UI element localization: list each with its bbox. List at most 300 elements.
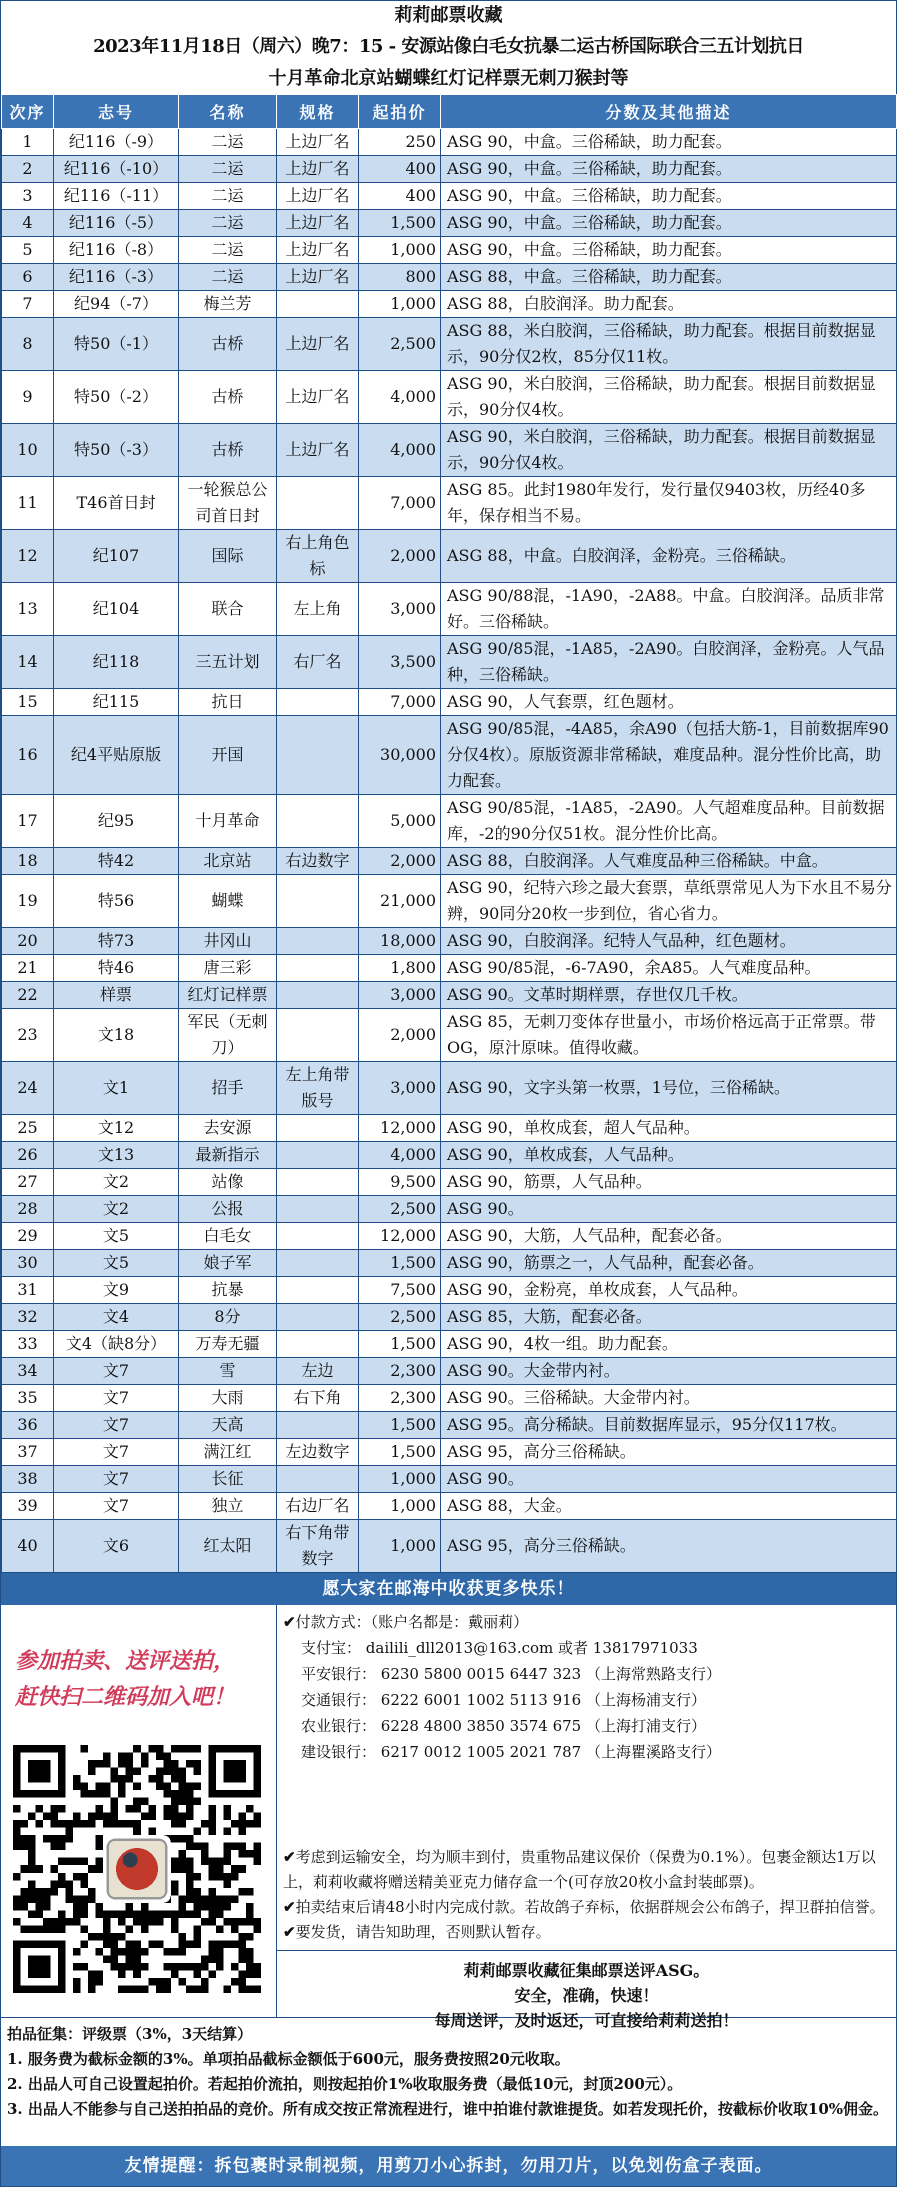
table-row: [2, 636, 897, 689]
cell-spec: [277, 1142, 359, 1169]
bank-label: 交通银行：: [301, 1691, 377, 1709]
cell-spec: 右下角带数字: [277, 1520, 359, 1573]
table-row: [2, 583, 897, 636]
cell-code: 纪95: [54, 795, 179, 848]
cell-price: 800: [359, 264, 441, 291]
cell-code: 纪116（-9）: [54, 129, 179, 156]
cell-desc: ASG 90，中盒。三俗稀缺，助力配套。: [441, 129, 897, 156]
page-subtitle-2: 十月革命北京站蝴蝶红灯记样票无刺刀猴封等: [268, 68, 629, 89]
cell-price: 1,500: [359, 210, 441, 237]
cell-code: 文13: [54, 1142, 179, 1169]
cell-spec: 上边厂名: [277, 424, 359, 477]
cell-desc: ASG 88，白胶润泽。助力配套。: [441, 291, 897, 318]
alipay-value: dailili_dll2013@163.com 或者 13817971033: [365, 1639, 698, 1657]
cell-no: 37: [2, 1439, 54, 1466]
cell-code: 文7: [54, 1412, 179, 1439]
table-row: [2, 1331, 897, 1358]
cell-no: 12: [2, 530, 54, 583]
cell-name: 公报: [179, 1196, 277, 1223]
cell-no: 17: [2, 795, 54, 848]
cell-name: 抗暴: [179, 1277, 277, 1304]
bank-number: 6228 4800 3850 3574 675: [380, 1717, 582, 1735]
cell-no: 5: [2, 237, 54, 264]
cell-code: 文2: [54, 1196, 179, 1223]
cell-spec: 右上角色标: [277, 530, 359, 583]
cell-no: 19: [2, 875, 54, 928]
column-header-spec: 规格: [277, 95, 359, 129]
cell-code: 文7: [54, 1493, 179, 1520]
cell-desc: ASG 90，中盒。三俗稀缺，助力配套。: [441, 156, 897, 183]
cell-no: 16: [2, 716, 54, 795]
cell-no: 30: [2, 1250, 54, 1277]
table-row: [2, 183, 897, 210]
cell-no: 22: [2, 982, 54, 1009]
cell-desc: ASG 90，单枚成套，超人气品种。: [441, 1115, 897, 1142]
column-header-no: 次序: [2, 95, 54, 129]
alipay-label: 支付宝：: [301, 1639, 362, 1657]
column-header-desc: 分数及其他描述: [441, 95, 897, 129]
table-row: [2, 1223, 897, 1250]
cell-desc: ASG 90，中盒。三俗稀缺，助力配套。: [441, 183, 897, 210]
cell-desc: ASG 90/88混，-1A90，-2A88。中盒。白胶润泽。品质非常好。三俗稀缺。: [441, 583, 897, 636]
cell-code: 文9: [54, 1277, 179, 1304]
cell-price: 1,500: [359, 1331, 441, 1358]
cell-no: 25: [2, 1115, 54, 1142]
table-row: [2, 1358, 897, 1385]
cell-desc: ASG 90，大筋，人气品种，配套必备。: [441, 1223, 897, 1250]
cell-code: 样票: [54, 982, 179, 1009]
cell-price: 4,000: [359, 371, 441, 424]
cell-code: 纪118: [54, 636, 179, 689]
cell-code: 文7: [54, 1385, 179, 1412]
cell-no: 24: [2, 1062, 54, 1115]
collection-item-1: 1. 服务费为截标金额的3%。单项拍品截标金额低于600元，服务费按照20元收取。: [7, 2050, 570, 2068]
cell-name: 满江红: [179, 1439, 277, 1466]
cell-no: 31: [2, 1277, 54, 1304]
cell-price: 30,000: [359, 716, 441, 795]
check-icon: ✔: [283, 1898, 296, 1916]
cell-code: 文18: [54, 1009, 179, 1062]
cell-desc: ASG 95，高分三俗稀缺。: [441, 1439, 897, 1466]
cell-spec: [277, 1223, 359, 1250]
cell-code: 文7: [54, 1358, 179, 1385]
column-header-name: 名称: [179, 95, 277, 129]
cell-spec: [277, 1115, 359, 1142]
info-section: [1, 1605, 896, 2030]
cell-price: 3,000: [359, 583, 441, 636]
asg-line-3: 每周送评，及时返还，可直接给莉莉送拍！: [434, 2011, 739, 2030]
cell-price: 3,500: [359, 636, 441, 689]
cell-price: 2,000: [359, 848, 441, 875]
asg-section: [277, 1950, 896, 2030]
cell-desc: ASG 90。三俗稀缺。大金带内衬。: [441, 1385, 897, 1412]
cell-code: 文5: [54, 1223, 179, 1250]
cell-desc: ASG 90，文字头第一枚票，1号位，三俗稀缺。: [441, 1062, 897, 1115]
cell-no: 38: [2, 1466, 54, 1493]
table-row: [2, 1196, 897, 1223]
cell-code: 特50（-2）: [54, 371, 179, 424]
collection-item-2: 2. 出品人可自己设置起拍价。若起拍价流拍，则按起拍价1%收取服务费（最低10元，封顶200元）。: [7, 2075, 683, 2093]
bank-branch: （上海打浦支行）: [585, 1717, 706, 1735]
cell-name: 站像: [179, 1169, 277, 1196]
cell-price: 4,000: [359, 424, 441, 477]
cell-price: 12,000: [359, 1115, 441, 1142]
cell-code: 特73: [54, 928, 179, 955]
cell-desc: ASG 85，大筋，配套必备。: [441, 1304, 897, 1331]
cell-no: 40: [2, 1520, 54, 1573]
cell-spec: 左上角: [277, 583, 359, 636]
cell-desc: ASG 88，大金。: [441, 1493, 897, 1520]
bank-number: 6230 5800 0015 6447 323: [380, 1665, 582, 1683]
cell-name: 蝴蝶: [179, 875, 277, 928]
cell-desc: ASG 90，米白胶润，三俗稀缺，助力配套。根据目前数据显示，90分仅4枚。: [441, 371, 897, 424]
check-icon: ✔: [283, 1848, 296, 1866]
table-row: [2, 1277, 897, 1304]
promo-text: [1, 1605, 276, 1715]
bank-row: [283, 1713, 888, 1739]
cell-code: 文4: [54, 1304, 179, 1331]
cell-no: 7: [2, 291, 54, 318]
cell-price: 1,500: [359, 1439, 441, 1466]
cell-desc: ASG 85，无刺刀变体存世量小，市场价格远高于正常票。带OG，原汁原味。值得收藏。: [441, 1009, 897, 1062]
cell-desc: ASG 90/85混，-6-7A90，余A85。人气难度品种。: [441, 955, 897, 982]
bank-branch: （上海常熟路支行）: [585, 1665, 721, 1683]
info-panel: [277, 1605, 896, 2030]
table-row: [2, 129, 897, 156]
cell-name: 北京站: [179, 848, 277, 875]
cell-name: 古桥: [179, 371, 277, 424]
cell-desc: ASG 90，单枚成套，人气品种。: [441, 1142, 897, 1169]
bank-label: 农业银行：: [301, 1717, 377, 1735]
cell-name: 十月革命: [179, 795, 277, 848]
cell-no: 9: [2, 371, 54, 424]
promo-line-2: 赶快扫二维码加入吧！: [15, 1684, 236, 1710]
cell-spec: 右边数字: [277, 848, 359, 875]
cell-desc: ASG 90，筋票，人气品种。: [441, 1169, 897, 1196]
cell-price: 1,800: [359, 955, 441, 982]
cell-spec: 上边厂名: [277, 183, 359, 210]
cell-no: 8: [2, 318, 54, 371]
cell-desc: ASG 90。: [441, 1196, 897, 1223]
cell-desc: ASG 90/85混，-4A85，余A90（包括大筋-1，目前数据库90分仅4枚）。原版资源非常稀缺，难度品种。混分性价比高，助力配套。: [441, 716, 897, 795]
payment-heading: 付款方式：（账户名都是：戴丽莉）: [295, 1613, 529, 1631]
bank-number: 6222 6001 1002 5113 916: [380, 1691, 582, 1709]
cell-price: 2,000: [359, 530, 441, 583]
lots-table-body: [2, 129, 897, 1573]
cell-desc: ASG 90。大金带内衬。: [441, 1358, 897, 1385]
cell-desc: ASG 85。此封1980年发行，发行量仅9403枚，历经40多年，保存相当不易。: [441, 477, 897, 530]
cell-price: 2,000: [359, 1009, 441, 1062]
cell-name: 开国: [179, 716, 277, 795]
cell-spec: 左边: [277, 1358, 359, 1385]
cell-spec: [277, 795, 359, 848]
cell-spec: [277, 689, 359, 716]
cell-no: 26: [2, 1142, 54, 1169]
cell-spec: [277, 928, 359, 955]
payment-info: [277, 1605, 896, 1845]
cell-no: 34: [2, 1358, 54, 1385]
cell-name: 雪: [179, 1358, 277, 1385]
cell-code: 特50（-3）: [54, 424, 179, 477]
column-header-price: 起拍价: [359, 95, 441, 129]
cell-no: 29: [2, 1223, 54, 1250]
table-row: [2, 1466, 897, 1493]
cell-no: 14: [2, 636, 54, 689]
cell-spec: [277, 1277, 359, 1304]
cell-name: 二运: [179, 129, 277, 156]
cell-price: 400: [359, 183, 441, 210]
cell-code: 纪116（-3）: [54, 264, 179, 291]
note-shipping: ✔考虑到运输安全，均为顺丰到付，贵重物品建议保价（保费为0.1%）。包裹金额达1万以上，莉莉收藏将赠送精美亚克力储存盒一个(可存放20枚小盒封装邮票)。: [283, 1848, 876, 1891]
cell-name: 万寿无疆: [179, 1331, 277, 1358]
table-row: [2, 210, 897, 237]
table-row: [2, 1009, 897, 1062]
cell-spec: 右下角: [277, 1385, 359, 1412]
bank-list: [283, 1661, 888, 1765]
bank-row: [283, 1739, 888, 1765]
table-row: [2, 848, 897, 875]
cell-desc: ASG 90，人气套票，红色题材。: [441, 689, 897, 716]
table-row: [2, 1062, 897, 1115]
cell-no: 13: [2, 583, 54, 636]
cell-code: 特50（-1）: [54, 318, 179, 371]
cell-price: 1,000: [359, 291, 441, 318]
cell-no: 4: [2, 210, 54, 237]
table-row: [2, 530, 897, 583]
table-row: [2, 291, 897, 318]
table-row: [2, 795, 897, 848]
cell-spec: 上边厂名: [277, 129, 359, 156]
cell-spec: [277, 955, 359, 982]
cell-spec: [277, 1250, 359, 1277]
cell-desc: ASG 88，米白胶润，三俗稀缺，助力配套。根据目前数据显示，90分仅2枚，85分仅11枚。: [441, 318, 897, 371]
cell-spec: 右边厂名: [277, 1493, 359, 1520]
cell-name: 梅兰芳: [179, 291, 277, 318]
cell-name: 白毛女: [179, 1223, 277, 1250]
table-row: [2, 1250, 897, 1277]
cell-spec: 上边厂名: [277, 156, 359, 183]
cell-name: 招手: [179, 1062, 277, 1115]
cell-name: 古桥: [179, 318, 277, 371]
cell-code: 文5: [54, 1250, 179, 1277]
cell-desc: ASG 90/85混，-1A85，-2A90。人气超难度品种。目前数据库，-2的90分仅51枚。混分性价比高。: [441, 795, 897, 848]
cell-name: 抗日: [179, 689, 277, 716]
cell-name: 国际: [179, 530, 277, 583]
cell-spec: 上边厂名: [277, 210, 359, 237]
cell-no: 35: [2, 1385, 54, 1412]
cell-name: 红灯记样票: [179, 982, 277, 1009]
cell-price: 21,000: [359, 875, 441, 928]
cell-name: 最新指示: [179, 1142, 277, 1169]
cell-code: 特56: [54, 875, 179, 928]
table-row: [2, 1412, 897, 1439]
note-delivery: ✔要发货，请告知助理，否则默认暂存。: [283, 1923, 551, 1941]
table-row: [2, 982, 897, 1009]
cell-price: 1,000: [359, 1493, 441, 1520]
cell-no: 33: [2, 1331, 54, 1358]
table-row: [2, 1385, 897, 1412]
cell-no: 20: [2, 928, 54, 955]
cell-spec: [277, 1304, 359, 1331]
cell-code: 特46: [54, 955, 179, 982]
cell-no: 11: [2, 477, 54, 530]
column-header-code: 志号: [54, 95, 179, 129]
bank-row: [283, 1661, 888, 1687]
lots-table: [1, 94, 897, 1573]
cell-no: 28: [2, 1196, 54, 1223]
page-header: [1, 1, 896, 94]
cell-spec: [277, 1196, 359, 1223]
cell-price: 7,000: [359, 689, 441, 716]
cell-name: 8分: [179, 1304, 277, 1331]
cell-spec: 右厂名: [277, 636, 359, 689]
cell-desc: ASG 95。高分稀缺。目前数据库显示，95分仅117枚。: [441, 1412, 897, 1439]
table-row: [2, 371, 897, 424]
cell-code: 文6: [54, 1520, 179, 1573]
cell-price: 2,500: [359, 1304, 441, 1331]
cell-name: 井冈山: [179, 928, 277, 955]
cell-spec: 上边厂名: [277, 237, 359, 264]
cell-name: 红太阳: [179, 1520, 277, 1573]
notes: [277, 1845, 896, 1950]
table-row: [2, 1169, 897, 1196]
cell-spec: [277, 291, 359, 318]
table-row: [2, 928, 897, 955]
cell-price: 4,000: [359, 1142, 441, 1169]
cell-name: 二运: [179, 156, 277, 183]
cell-code: 特42: [54, 848, 179, 875]
cell-desc: ASG 90，米白胶润，三俗稀缺，助力配套。根据目前数据显示，90分仅4枚。: [441, 424, 897, 477]
cell-code: 文1: [54, 1062, 179, 1115]
cell-name: 三五计划: [179, 636, 277, 689]
cell-spec: 左边数字: [277, 1439, 359, 1466]
cell-spec: [277, 1009, 359, 1062]
table-row: [2, 237, 897, 264]
cell-desc: ASG 90，筋票之一，人气品种，配套必备。: [441, 1250, 897, 1277]
cell-name: 军民（无刺刀）: [179, 1009, 277, 1062]
cell-name: 二运: [179, 264, 277, 291]
table-row: [2, 424, 897, 477]
cell-code: 纪116（-11）: [54, 183, 179, 210]
collection-item-3: 3. 出品人不能参与自己送拍拍品的竞价。所有成交按正常流程进行，谁中拍谁付款谁提货。如若发现托价，按截标价收取10%佣金。: [7, 2100, 889, 2118]
table-row: [2, 1439, 897, 1466]
cell-desc: ASG 90，中盒。三俗稀缺，助力配套。: [441, 237, 897, 264]
cell-name: 独立: [179, 1493, 277, 1520]
note-payment: ✔拍卖结束后请48小时内完成付款。若故鸽子弃标，依据群规会公布鸽子，捍卫群拍信誉。: [283, 1898, 885, 1916]
table-row: [2, 1493, 897, 1520]
cell-desc: ASG 95，高分三俗稀缺。: [441, 1520, 897, 1573]
cell-price: 3,000: [359, 982, 441, 1009]
cell-price: 1,000: [359, 237, 441, 264]
table-row: [2, 1304, 897, 1331]
cell-name: 二运: [179, 237, 277, 264]
bank-row: [283, 1687, 888, 1713]
cell-code: 文7: [54, 1439, 179, 1466]
page-subtitle: 2023年11月18日（周六）晚7：15 - 安源站像白毛女抗暴二运古桥国际联合三五计划抗日: [93, 36, 804, 57]
cell-code: 纪104: [54, 583, 179, 636]
cell-price: 250: [359, 129, 441, 156]
cell-name: 天高: [179, 1412, 277, 1439]
table-row: [2, 716, 897, 795]
table-header-row: [2, 95, 897, 129]
cell-price: 1,000: [359, 1520, 441, 1573]
cell-no: 1: [2, 129, 54, 156]
bank-branch: （上海杨浦支行）: [585, 1691, 706, 1709]
cell-name: 古桥: [179, 424, 277, 477]
cell-name: 长征: [179, 1466, 277, 1493]
cell-price: 1,500: [359, 1412, 441, 1439]
cell-code: 纪4平贴原版: [54, 716, 179, 795]
cell-desc: ASG 90。: [441, 1466, 897, 1493]
cell-name: 去安源: [179, 1115, 277, 1142]
cell-price: 2,500: [359, 1196, 441, 1223]
cell-name: 联合: [179, 583, 277, 636]
table-row: [2, 875, 897, 928]
cell-code: 纪116（-8）: [54, 237, 179, 264]
cell-no: 27: [2, 1169, 54, 1196]
table-row: [2, 156, 897, 183]
cell-no: 3: [2, 183, 54, 210]
cell-price: 9,500: [359, 1169, 441, 1196]
cell-spec: [277, 875, 359, 928]
cell-spec: 上边厂名: [277, 318, 359, 371]
promo-panel: [1, 1605, 277, 2017]
cell-spec: [277, 1412, 359, 1439]
cell-name: 娘子军: [179, 1250, 277, 1277]
cell-desc: ASG 88，白胶润泽。人气难度品种三俗稀缺。中盒。: [441, 848, 897, 875]
cell-no: 39: [2, 1493, 54, 1520]
cell-no: 21: [2, 955, 54, 982]
cell-price: 2,300: [359, 1385, 441, 1412]
bank-label: 建设银行：: [301, 1743, 377, 1761]
cell-price: 12,000: [359, 1223, 441, 1250]
cell-code: 纪116（-10）: [54, 156, 179, 183]
cell-desc: ASG 90/85混，-1A85，-2A90。白胶润泽，金粉亮。人气品种，三俗稀缺。: [441, 636, 897, 689]
cell-price: 2,500: [359, 318, 441, 371]
cell-code: 文7: [54, 1466, 179, 1493]
cell-name: 二运: [179, 210, 277, 237]
cell-price: 3,000: [359, 1062, 441, 1115]
cell-desc: ASG 90，纪特六珍之最大套票，草纸票常见人为下水且不易分辨，90同分20枚一步到位，省心省力。: [441, 875, 897, 928]
cell-spec: [277, 716, 359, 795]
cell-name: 一轮猴总公司首日封: [179, 477, 277, 530]
cell-spec: 上边厂名: [277, 371, 359, 424]
cell-name: 二运: [179, 183, 277, 210]
cell-spec: [277, 1169, 359, 1196]
page-title: 莉莉邮票收藏: [394, 5, 503, 26]
cell-no: 10: [2, 424, 54, 477]
cell-desc: ASG 88，中盒。三俗稀缺，助力配套。: [441, 264, 897, 291]
cell-no: 15: [2, 689, 54, 716]
cell-code: 纪116（-5）: [54, 210, 179, 237]
qr-code-icon[interactable]: [13, 1745, 261, 1993]
cell-spec: [277, 982, 359, 1009]
cell-desc: ASG 90，金粉亮，单枚成套，人气品种。: [441, 1277, 897, 1304]
cell-no: 6: [2, 264, 54, 291]
cell-no: 36: [2, 1412, 54, 1439]
cell-spec: [277, 1331, 359, 1358]
bank-label: 平安银行：: [301, 1665, 377, 1683]
cell-desc: ASG 88，中盒。白胶润泽，金粉亮。三俗稀缺。: [441, 530, 897, 583]
cell-price: 7,500: [359, 1277, 441, 1304]
check-icon: ✔: [283, 1923, 296, 1941]
cell-price: 400: [359, 156, 441, 183]
promo-line-1: 参加拍卖、送评送拍，: [15, 1648, 236, 1674]
cell-desc: ASG 90，中盒。三俗稀缺，助力配套。: [441, 210, 897, 237]
collection-heading: 拍品征集：评级票（3%，3天结算）: [7, 2025, 253, 2043]
cell-name: 唐三彩: [179, 955, 277, 982]
cell-price: 5,000: [359, 795, 441, 848]
